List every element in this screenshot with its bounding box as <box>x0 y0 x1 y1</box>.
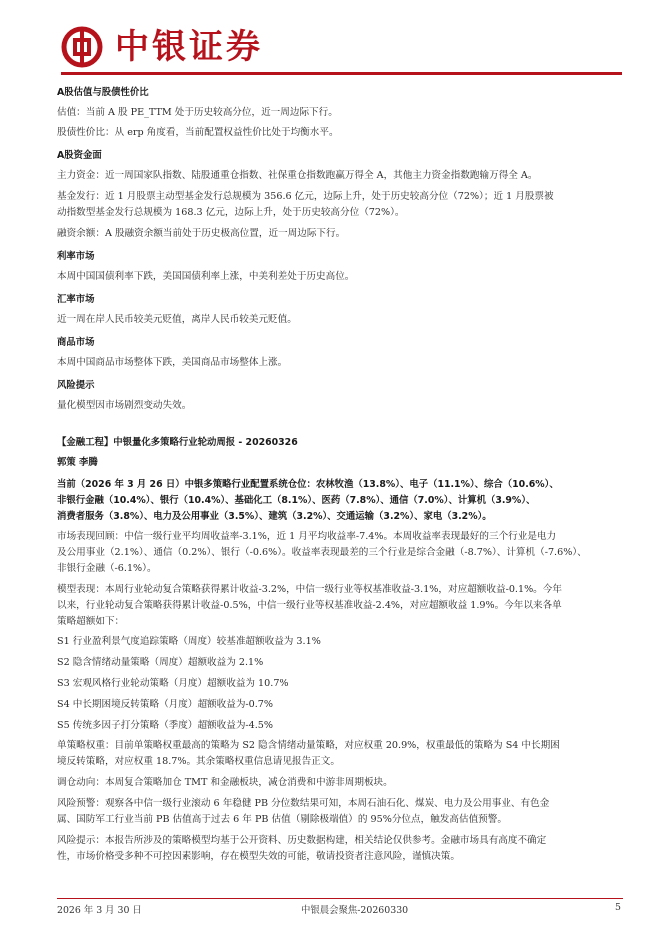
strategy-weight-1: 单策略权重：目前单策略权重最高的策略为 S2 隐含情绪动量策略，对应权重 20.9%，权重最低的策略为 S4 中长期困 <box>57 740 560 751</box>
risk-text: 量化模型因市场剧烈变动失效。 <box>57 400 192 411</box>
section-heading-commodities: 商品市场 <box>57 337 95 348</box>
allocation-line-3: 消费者服务（3.8%）、电力及公用事业（3.5%）、建筑（3.2%）、交通运输（3.2%）、家电（3.2%）。 <box>57 511 492 522</box>
margin-text: 融资余额：A 股融资余额当前处于历史极高位置，近一周边际下行。 <box>57 228 346 239</box>
footer-date: 2026 年 3 月 30 日 <box>57 905 142 916</box>
fund-issue-text-1: 基金发行：近 1 月股票主动型基金发行总规模为 356.6 亿元，边际上升，处于历史较高分位（72%）；近 1 月股票被 <box>57 191 554 202</box>
model-performance-2: 以来，行业轮动复合策略获得累计收益-0.5%，中信一级行业等权基准收益-2.4%，对应超额收益 1.9%。今年以来各单 <box>57 600 562 611</box>
section-heading-risk: 风险提示 <box>57 380 95 391</box>
strategy-s4: S4 中长期困境反转策略（月度）超额收益为-0.7% <box>57 699 274 710</box>
allocation-line-1: 当前（2026 年 3 月 26 日）中银多策略行业配置系统仓位：农林牧渔（13.8%）、电子（11.1%）、综合（10.6%）、 <box>57 479 559 490</box>
risk-notice-2: 性，市场价格受多种不可控因素影响，存在模型失效的可能，敬请投资者注意风险，谨慎决策。 <box>57 851 460 862</box>
section-heading-funds: A股资金面 <box>57 150 102 161</box>
market-review-3: 非银行金融（-6.1%）。 <box>57 563 157 574</box>
strategy-s1: S1 行业盈利景气度追踪策略（周度）较基准超额收益为 3.1% <box>57 636 321 647</box>
risk-alert-2: 属、国防军工行业当前 PB 估值高于过去 6 年 PB 估值（剔除极端值）的 95%分位点，触发高估值预警。 <box>57 814 507 825</box>
valuation-text: 估值：当前 A 股 PE_TTM 处于历史较高分位，近一周边际下行。 <box>57 107 338 118</box>
fund-issue-text-2: 动指数型基金发行总规模为 168.3 亿元，边际上升，处于历史较高分位（72%）。 <box>57 207 405 218</box>
model-performance-1: 模型表现：本周行业轮动复合策略获得累计收益-3.2%，中信一级行业等权基准收益-3.1%，对应超额收益-0.1%。今年 <box>57 584 562 595</box>
page-number: 5 <box>615 902 621 913</box>
bank-of-china-logo-icon <box>61 26 103 68</box>
strategy-s5: S5 传统多因子打分策略（季度）超额收益为-4.5% <box>57 720 274 731</box>
market-review-2: 及公用事业（2.1%）、通信（0.2%）、银行（-0.6%）。收益率表现最差的三个行业是综合金融（-8.7%）、计算机（-7.6%）、 <box>57 547 587 558</box>
risk-notice-1: 风险提示：本报告所涉及的策略模型均基于公开资料、历史数据构建，相关结论仅供参考。金融市场具有高度不确定 <box>57 835 547 846</box>
section-heading-fx: 汇率市场 <box>57 294 95 305</box>
header-divider <box>61 72 622 75</box>
section-heading-rates: 利率市场 <box>57 251 95 262</box>
risk-alert-1: 风险预警：观察各中信一级行业滚动 6 年稳健 PB 分位数结果可知，本周石油石化、煤炭、电力及公用事业、有色金 <box>57 798 550 809</box>
main-funds-text: 主力资金：近一周国家队指数、陆股通重仓指数、社保重仓指数跑赢万得全 A，其他主力资金指数跑输万得全 A。 <box>57 170 538 181</box>
strategy-weight-2: 境反转策略，对应权重 18.7%。其余策略权重信息请见报告正文。 <box>57 756 340 767</box>
fx-text: 近一周在岸人民币较美元贬值，离岸人民币较美元贬值。 <box>57 314 297 325</box>
brand-name: 中银证券 <box>115 27 263 67</box>
equity-bond-text: 股债性价比：从 erp 角度看，当前配置权益性价比处于均衡水平。 <box>57 127 339 138</box>
model-performance-3: 策略超额如下： <box>57 616 125 627</box>
commodities-text: 本周中国商品市场整体下跌，美国商品市场整体上涨。 <box>57 357 288 368</box>
rates-text: 本周中国国债利率下跌，美国国债利率上涨，中美利差处于历史高位。 <box>57 271 355 282</box>
page-header <box>61 20 621 76</box>
footer-title: 中银晨会聚焦-20260330 <box>301 905 409 916</box>
market-review-1: 市场表现回顾：中信一级行业平均周收益率-3.1%，近 1 月平均收益率-7.4%。本周收益率表现最好的三个行业是电力 <box>57 531 557 542</box>
allocation-line-2: 非银行金融（10.4%）、银行（10.4%）、基础化工（8.1%）、医药（7.8%）、通信（7.0%）、计算机（3.9%）、 <box>57 495 536 506</box>
strategy-s2: S2 隐含情绪动量策略（周度）超额收益为 2.1% <box>57 657 264 668</box>
report-title: 【金融工程】中银量化多策略行业轮动周报 - 20260326 <box>57 437 298 448</box>
section-heading-valuation: A股估值与股债性价比 <box>57 87 149 98</box>
footer-divider <box>57 898 623 899</box>
report-authors: 郭策 李腾 <box>57 457 98 468</box>
rebalance-text: 调仓动向：本周复合策略加仓 TMT 和金融板块，减仓消费和中游非周期板块。 <box>57 777 393 788</box>
strategy-s3: S3 宏观风格行业轮动策略（月度）超额收益为 10.7% <box>57 678 289 689</box>
